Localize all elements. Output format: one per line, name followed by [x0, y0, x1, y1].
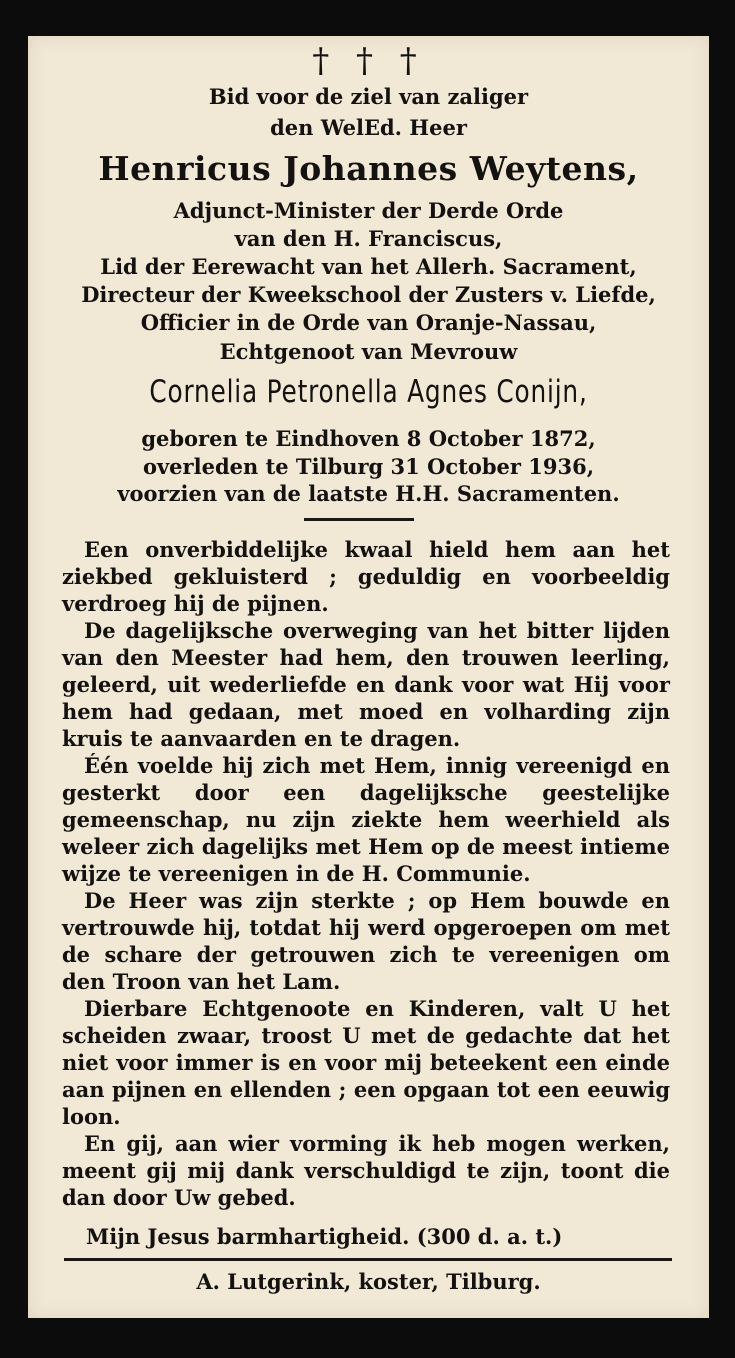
paragraph: Één voelde hij zich met Hem, innig vereenigd en gesterkt door een dagelijksche geestelijke gemeenschap, nu zijn ziekte hem weerhield als weleer zich dagelijks met Hem op de meest intieme wijze te vereenigen in de H. Communie.: [62, 753, 670, 886]
title-line: van den H. Franciscus,: [234, 226, 503, 251]
paragraph: De dagelijksche overweging van het bitter lijden van den Meester had hem, den trouwen leerling, geleerd, uit wederliefde en dank voor wat Hij voor hem had gedaan, met moed en volharding zijn kruis te aanvaarden en te dragen.: [62, 618, 670, 751]
paragraph: Dierbare Echtgenoote en Kinderen, valt U het scheiden zwaar, troost U met de gedachte dat het niet voor immer is en voor mij beteekent een einde aan pijnen en ellenden ; een opgaan tot een eeuwig loon.: [62, 996, 670, 1129]
bottom-divider: [64, 1258, 672, 1261]
crosses: † † †: [312, 41, 425, 81]
printer-credit: A. Lutgerink, koster, Tilburg.: [196, 1269, 541, 1294]
title-line: Lid der Eerewacht van het Allerh. Sacrament,: [100, 254, 637, 279]
title-line: Echtgenoot van Mevrouw: [219, 339, 518, 364]
memorial-text: [62, 536, 670, 1211]
closing-prayer: Mijn Jesus barmhartigheid. (300 d. a. t.): [86, 1224, 563, 1249]
divider: [304, 518, 414, 521]
prayer-line-1: Bid voor de ziel van zaliger: [208, 84, 529, 109]
title-line: Directeur der Kweekschool der Zusters v. Liefde,: [81, 282, 656, 307]
death-line: overleden te Tilburg 31 October 1936,: [142, 454, 595, 479]
deceased-name: Henricus Johannes Weytens,: [98, 149, 639, 188]
prayer-line-2: den WelEd. Heer: [270, 115, 467, 140]
title-line: Adjunct-Minister der Derde Orde: [173, 198, 564, 223]
paragraph: De Heer was zijn sterkte ; op Hem bouwde en vertrouwde hij, totdat hij werd opgeroepen om met de schare der getrouwen zich te vereenigen om den Troon van het Lam.: [62, 888, 670, 994]
memorial-card: [28, 36, 709, 1318]
sacraments-line: voorzien van de laatste H.H. Sacramenten.: [117, 481, 620, 506]
paragraph: En gij, aan wier vorming ik heb mogen werken, meent gij mij dank verschuldigd te zijn, toont die dan door Uw gebed.: [62, 1131, 670, 1210]
paragraph: Een onverbiddelijke kwaal hield hem aan het ziekbed gekluisterd ; geduldig en voorbeeldig verdroeg hij de pijnen.: [62, 537, 670, 616]
birth-line: geboren te Eindhoven 8 October 1872,: [141, 426, 596, 451]
spouse-name: Cornelia Petronella Agnes Conijn,: [149, 374, 588, 410]
title-line: Officier in de Orde van Oranje-Nassau,: [140, 310, 597, 335]
